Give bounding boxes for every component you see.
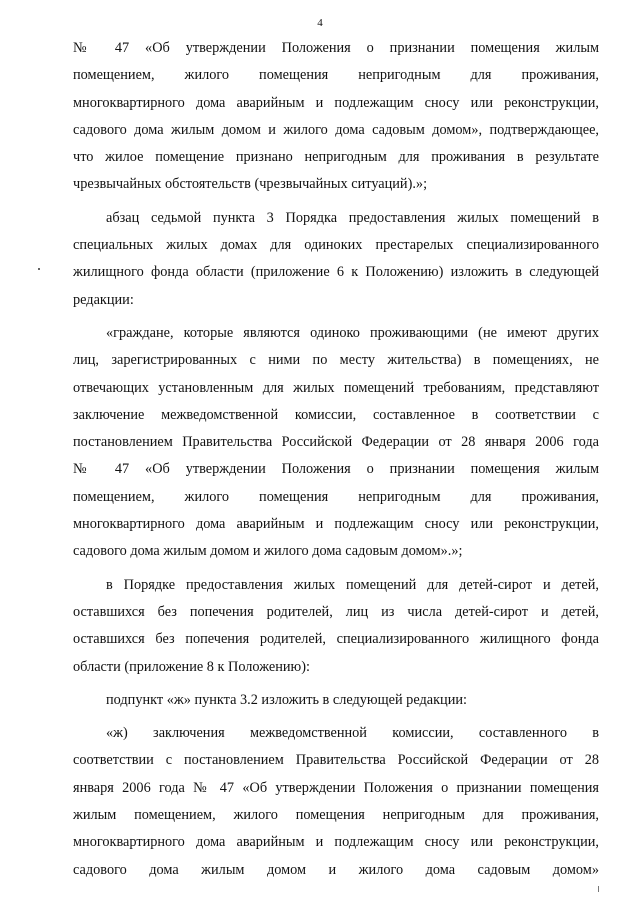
document-body [73,35,599,884]
text-line: помещением, жилого помещения непригодным для проживания, [73,488,599,505]
text-line: садового дома жилым домом и жилого дома садовым домом» [73,861,599,878]
paragraph-abzac-sedmoy [73,205,599,314]
paragraph-quote-grazhdane [73,320,599,566]
text-line: что жилое помещение признано непригодным для проживания в результате [73,149,599,166]
text-line: в Порядке предоставления жилых помещений для детей-сирот и детей, [106,576,599,593]
text-line: помещением, жилого помещения непригодным для проживания, [73,67,599,84]
text-line: специальных жилых домах для одиноких престарелых специализированного [73,237,599,254]
paragraph-poryadok-deti-siroty [73,572,599,681]
text-line: многоквартирного дома аварийным и подлежащим сносу или реконструкции, [73,94,599,111]
page-number: 4 [317,17,323,29]
text-line: отвечающих установленным для жилых помещений требованиям, представляют [73,379,599,396]
text-line: садового дома жилым домом и жилого дома садовым домом».»; [73,543,463,560]
text-line: оставшихся без попечения родителей, лиц из числа детей-сирот и детей, [73,603,599,620]
text-line: редакции: [73,291,134,308]
text-line: подпункт «ж» пункта 3.2 изложить в следующей редакции: [106,691,467,708]
text-line: жилищного фонда области (приложение 6 к Положению) изложить в следующей [73,264,599,281]
text-line: № 47 «Об утверждении Положения о признании помещения жилым [73,40,599,56]
paragraph-podpunkt-zh [73,687,599,714]
text-line: оставшихся без попечения родителей, специализированного жилищного фонда [73,631,599,648]
text-line: многоквартирного дома аварийным и подлежащим сносу или реконструкции, [73,516,599,533]
text-line: садового дома жилым домом и жилого дома садовым домом», подтверждающее, [73,121,599,138]
paragraph-continuation [73,35,599,199]
text-line: № 47 «Об утверждении Положения о признании помещения жилым [73,461,599,478]
text-line: соответствии с постановлением Правительства Российской Федерации от 28 [73,752,599,769]
text-line: многоквартирного дома аварийным и подлежащим сносу или реконструкции, [73,834,599,851]
paragraph-quote-zh [73,720,599,884]
text-line: области (приложение 8 к Положению): [73,658,310,675]
text-line: постановлением Правительства Российской Федерации от 28 января 2006 года [73,434,599,451]
text-line: абзац седьмой пункта 3 Порядка предоставления жилых помещений в [106,209,599,226]
text-line: января 2006 года № 47 «Об утверждении Положения о признании помещения [73,779,599,796]
text-line: жилым помещением, жилого помещения непригодным для проживания, [73,807,599,824]
scan-mark [598,886,599,892]
margin-dot [38,268,40,270]
text-line: «граждане, которые являются одиноко проживающими (не имеют других [106,324,599,341]
text-line: заключение межведомственной комиссии, составленное в соответствии с [73,406,599,423]
text-line: чрезвычайных обстоятельств (чрезвычайных ситуаций).»; [73,176,428,193]
text-line: «ж) заключения межведомственной комиссии, составленного в [106,725,599,742]
text-line: лиц, зарегистрированных с ними по месту жительства) в помещениях, не [73,352,599,369]
